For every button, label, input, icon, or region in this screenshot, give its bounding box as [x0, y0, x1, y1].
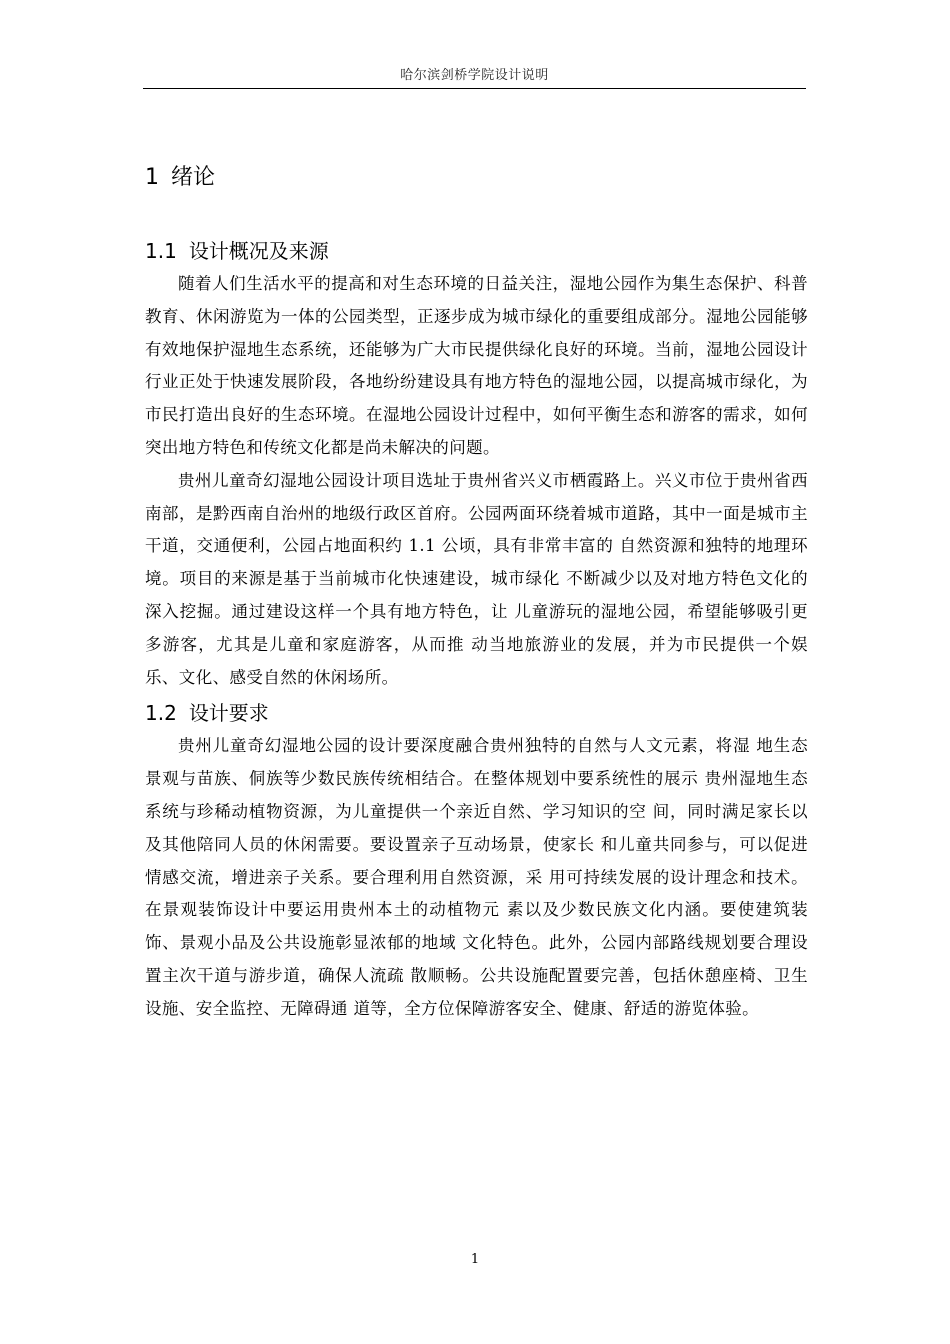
chapter-number: 1	[145, 165, 159, 190]
header-divider	[143, 88, 806, 89]
chapter-title: 绪论	[171, 165, 216, 190]
page-number: 1	[470, 1252, 480, 1267]
body-paragraph: 贵州儿童奇幻湿地公园设计项目选址于贵州省兴义市栖霞路上。兴义市位于贵州省西南部，是黔西南自治州的地级行政区首府。公园两面环绕着城市道路，其中一面是城市主干道，交通便利，公园占地面积约 1.1 公顷，具有非常丰富的 自然资源和独特的地理环境。项目的来源是基于当前城市化快速建设，城市绿化 不断减少以及对地方特色文化的深入挖掘。通过建设这样一个具有地方特色，让 儿童游玩的湿地公园，希望能够吸引更多游客，尤其是儿童和家庭游客，从而推 动当地旅游业的发展，并为市民提供一个娱乐、文化、感受自然的休闲场所。	[145, 470, 808, 687]
section-heading	[145, 696, 808, 730]
body-paragraph: 随着人们生活水平的提高和对生态环境的日益关注，湿地公园作为集生态保护、科普教育、休闲游览为一体的公园类型，正逐步成为城市绿化的重要组成部分。湿地公园能够有效地保护湿地生态系统，还能够为广大市民提供绿化良好的环境。当前，湿地公园设计行业正处于快速发展阶段，各地纷纷建设具有地方特色的湿地公园，以提高城市绿化，为市民打造出良好的生态环境。在湿地公园设计过程中，如何平衡生态和游客的需求，如何突出地方特色和传统文化都是尚未解决的问题。	[145, 274, 808, 457]
section-title: 设计概况及来源	[188, 239, 329, 263]
section-number: 1.1	[145, 239, 177, 263]
body-paragraph: 贵州儿童奇幻湿地公园的设计要深度融合贵州独特的自然与人文元素，将湿 地生态景观与苗族、侗族等少数民族传统相结合。在整体规划中要系统性的展示 贵州湿地生态系统与珍稀动植物资源，为儿童提供一个亲近自然、学习知识的空 间，同时满足家长以及其他陪同人员的休闲需要。要设置亲子互动场景，使家长 和儿童共同参与，可以促进情感交流，增进亲子关系。要合理利用自然资源，采 用可持续发展的设计理念和技术。在景观装饰设计中要运用贵州本土的动植物元 素以及少数民族文化内涵。要使建筑装饰、景观小品及公共设施彰显浓郁的地域 文化特色。此外，公园内部路线规划要合理设置主次干道与游步道，确保人流疏 散顺畅。公共设施配置要完善，包括休憩座椅、卫生设施、安全监控、无障碍通 道等，全方位保障游客安全、健康、舒适的游览体验。	[145, 736, 808, 1018]
section-heading	[145, 234, 808, 268]
page-body	[145, 158, 808, 1026]
chapter-heading	[145, 158, 808, 198]
section-number: 1.2	[145, 701, 177, 726]
running-header: 哈尔滨剑桥学院设计说明	[400, 68, 549, 83]
section-title: 设计要求	[188, 701, 269, 726]
